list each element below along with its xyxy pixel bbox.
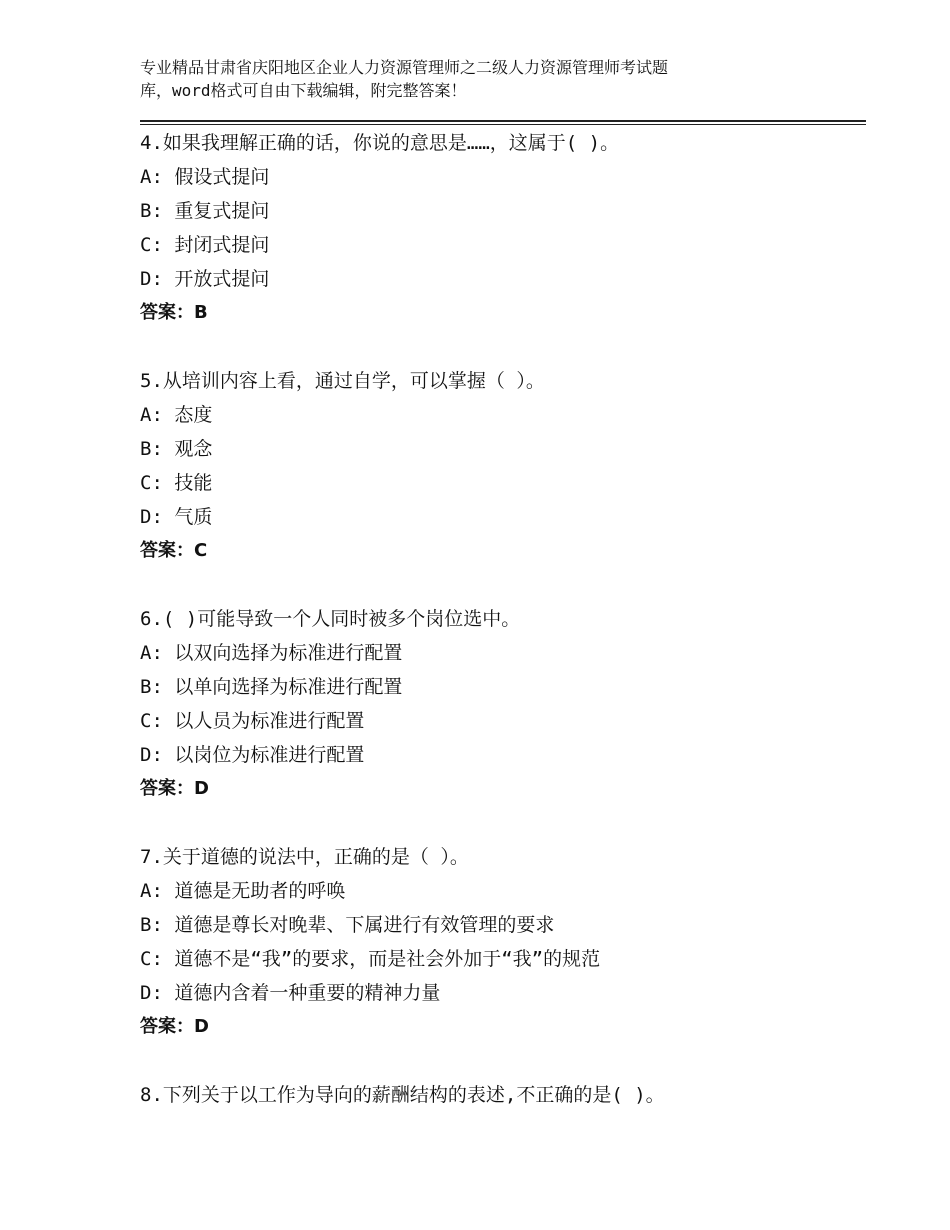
option-a: A: 以双向选择为标准进行配置 [140, 642, 403, 664]
header-title-line-2: 库，word格式可自由下载编辑，附完整答案！ [140, 81, 467, 100]
question-stem: 4.如果我理解正确的话，你说的意思是……，这属于( )。 [140, 132, 620, 154]
answer-label: 答案：D [140, 778, 209, 799]
header-divider-thin [140, 124, 866, 125]
question-6 [140, 602, 866, 806]
option-b: B: 以单向选择为标准进行配置 [140, 676, 403, 698]
question-7 [140, 840, 866, 1044]
option-d: D: 以岗位为标准进行配置 [140, 744, 365, 766]
document-header [140, 56, 800, 102]
option-b: B: 观念 [140, 438, 213, 460]
option-a: A: 假设式提问 [140, 166, 270, 188]
question-5 [140, 364, 866, 568]
header-title-line-1: 专业精品甘肃省庆阳地区企业人力资源管理师之二级人力资源管理师考试题 [140, 58, 669, 77]
spacer [140, 568, 866, 602]
question-stem: 5.从培训内容上看，通过自学，可以掌握（ ）。 [140, 370, 545, 392]
spacer [140, 1044, 866, 1078]
answer-label: 答案：B [140, 302, 208, 323]
question-list [140, 126, 866, 1112]
option-c: C: 以人员为标准进行配置 [140, 710, 365, 732]
option-d: D: 气质 [140, 506, 213, 528]
option-b: B: 重复式提问 [140, 200, 270, 222]
question-4 [140, 126, 866, 330]
option-d: D: 道德内含着一种重要的精神力量 [140, 982, 441, 1004]
answer-label: 答案：C [140, 540, 208, 561]
question-stem: 6.( )可能导致一个人同时被多个岗位选中。 [140, 608, 521, 630]
option-a: A: 道德是无助者的呼唤 [140, 880, 346, 902]
header-divider-thick [140, 120, 866, 122]
question-stem: 7.关于道德的说法中，正确的是（ ）。 [140, 846, 469, 868]
option-d: D: 开放式提问 [140, 268, 270, 290]
answer-label: 答案：D [140, 1016, 209, 1037]
option-c: C: 道德不是“我”的要求，而是社会外加于“我”的规范 [140, 948, 601, 970]
option-c: C: 技能 [140, 472, 213, 494]
option-a: A: 态度 [140, 404, 213, 426]
option-b: B: 道德是尊长对晚辈、下属进行有效管理的要求 [140, 914, 555, 936]
question-stem: 8.下列关于以工作为导向的薪酬结构的表述,不正确的是( )。 [140, 1084, 665, 1106]
option-c: C: 封闭式提问 [140, 234, 270, 256]
question-8 [140, 1078, 866, 1112]
spacer [140, 806, 866, 840]
spacer [140, 330, 866, 364]
